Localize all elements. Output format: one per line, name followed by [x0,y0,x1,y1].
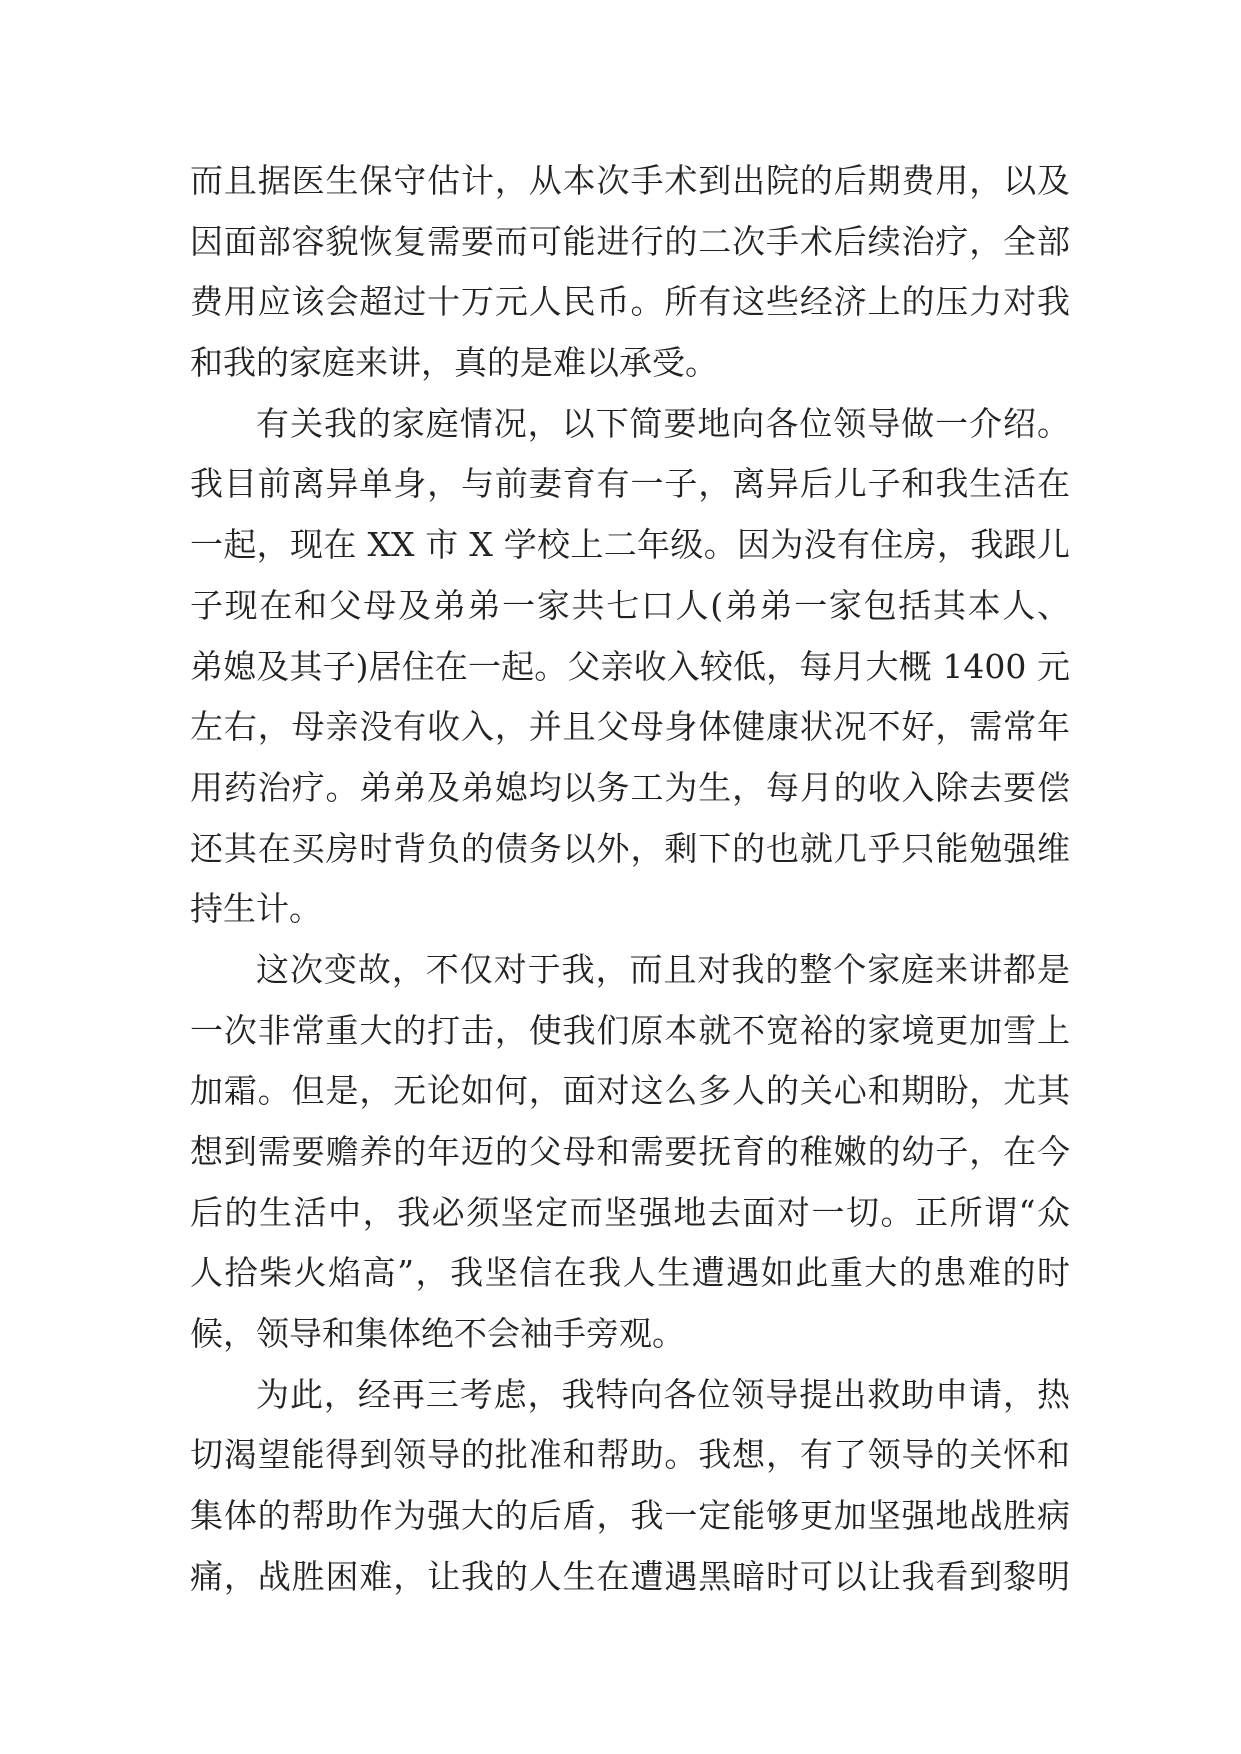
text-line: 集体的帮助作为强大的后盾，我一定能够更加坚强地战胜病 [190,1496,1070,1536]
text-line: 因面部容貌恢复需要而可能进行的二次手术后续治疗，全部 [190,221,1070,261]
text-line: 加霜。但是，无论如何，面对这么多人的关心和期盼，尤其 [190,1071,1070,1111]
text-line: 一起，现在 XX 市 X 学校上二年级。因为没有住房，我跟儿 [190,525,1070,565]
text-line: 后的生活中，我必须坚定而坚强地去面对一切。正所谓“众 [190,1192,1070,1232]
text-line: 切渴望能得到领导的批准和帮助。我想，有了领导的关怀和 [190,1435,1070,1475]
paragraph-first-line: 有关我的家庭情况，以下简要地向各位领导做一介绍。 [256,403,1070,443]
paragraph-first-line: 为此，经再三考虑，我特向各位领导提出救助申请，热 [256,1374,1070,1414]
text-line: 持生计。 [190,889,322,929]
paragraph-first-line: 这次变故，不仅对于我，而且对我的整个家庭来讲都是 [256,949,1070,989]
text-line: 候，领导和集体绝不会袖手旁观。 [190,1314,685,1354]
text-line: 一次非常重大的打击，使我们原本就不宽裕的家境更加雪上 [190,1010,1070,1050]
text-line: 左右，母亲没有收入，并且父母身体健康状况不好，需常年 [190,707,1070,747]
text-line: 和我的家庭来讲，真的是难以承受。 [190,343,718,383]
text-line: 还其在买房时背负的债务以外，剩下的也就几乎只能勉强维 [190,828,1070,868]
text-line: 痛，战胜困难，让我的人生在遭遇黑暗时可以让我看到黎明 [190,1556,1070,1596]
text-line: 人拾柴火焰高”，我坚信在我人生遭遇如此重大的患难的时 [190,1253,1070,1293]
text-line: 费用应该会超过十万元人民币。所有这些经济上的压力对我 [190,282,1070,322]
text-line: 用药治疗。弟弟及弟媳均以务工为生，每月的收入除去要偿 [190,767,1070,807]
text-line: 子现在和父母及弟弟一家共七口人(弟弟一家包括其本人、 [190,585,1070,625]
text-line: 弟媳及其子)居住在一起。父亲收入较低，每月大概 1400 元 [190,646,1070,686]
body-text [190,151,1070,1608]
text-line: 想到需要赡养的年迈的父母和需要抚育的稚嫩的幼子，在今 [190,1132,1070,1171]
text-line: 我目前离异单身，与前妻育有一子，离异后儿子和我生活在 [190,464,1070,504]
text-line: 而且据医生保守估计，从本次手术到出院的后期费用，以及 [190,161,1070,200]
